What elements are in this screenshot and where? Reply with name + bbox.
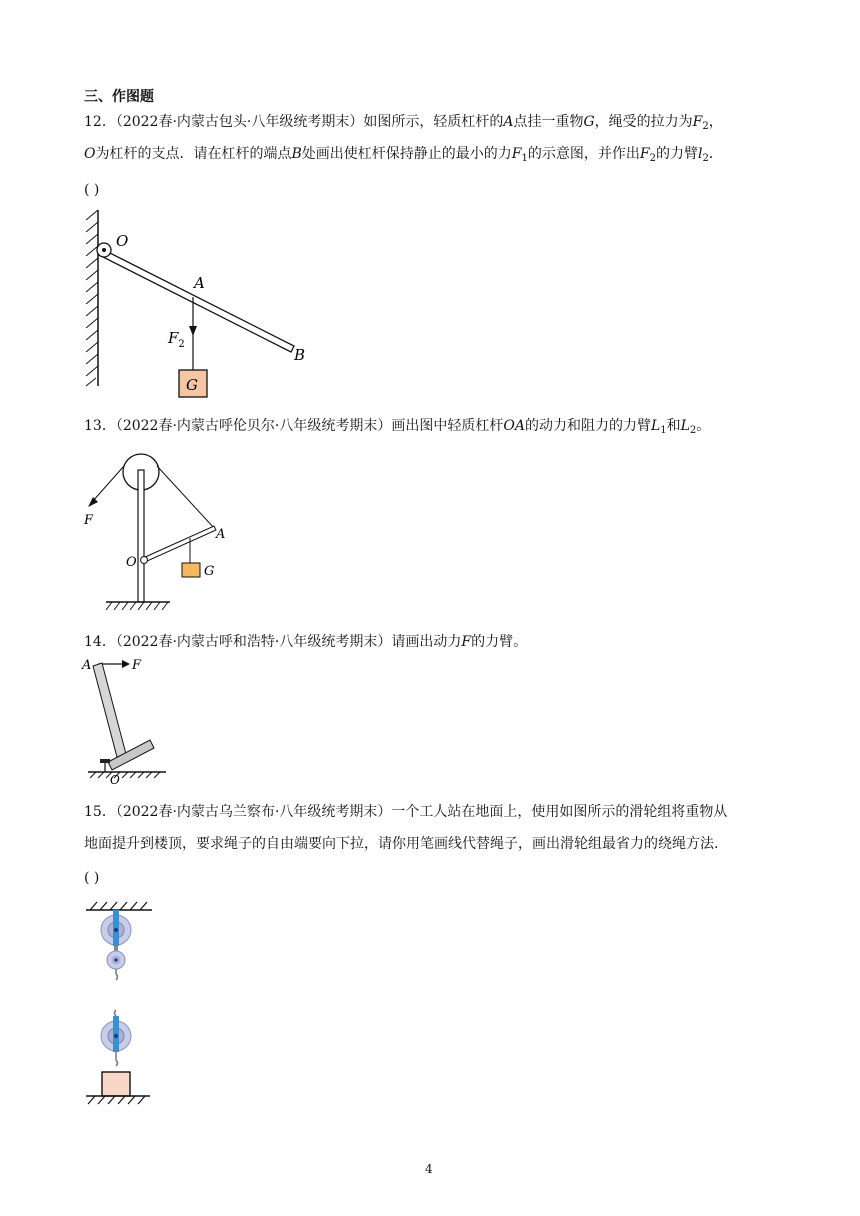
label-g: G [204, 564, 215, 579]
label-o: O [110, 773, 120, 787]
q12-var-f2: F [692, 114, 703, 130]
label-a: A [216, 527, 226, 542]
q13-text: 。 [696, 418, 711, 434]
ground-hatch [106, 602, 170, 610]
weight-g [182, 563, 200, 577]
q13-sub: 2 [689, 425, 697, 436]
label-o: O [126, 555, 137, 570]
ground-hatch [88, 772, 166, 778]
q15-line2: 地面提升到楼顶，要求绳子的自由端要向下拉，请你用笔画线代替绳子，画出滑轮组最省力的绕绳方法. [84, 836, 719, 852]
q13-text: 和 [666, 418, 681, 434]
q12-number: 12． [84, 114, 116, 130]
q14-text: 的力臂。 [471, 634, 528, 650]
q12-var-f1: F [511, 146, 522, 162]
lower-pulley [101, 1010, 131, 1066]
label-a: A [194, 274, 205, 292]
ceiling-hatch [86, 902, 152, 910]
q14-source: （2022春·内蒙古呼和浩特·八年级统考期末） [115, 634, 392, 650]
q15-source: （2022春·内蒙古乌兰察布·八年级统考期末） [115, 804, 392, 820]
q12-var-f2: F [639, 146, 650, 162]
post [138, 470, 144, 602]
q12-var-b: B [291, 146, 302, 162]
q12-answer-blank: ( ) [84, 182, 100, 198]
q12-var-l2: l [697, 146, 703, 162]
q12-sub: 2 [702, 153, 709, 164]
label-f: F [84, 513, 94, 528]
q12-text: 点挂一重物 [513, 114, 584, 130]
q12-text: 的示意图，并作出 [527, 146, 640, 162]
q12-text: ，绳受的拉力为 [594, 114, 693, 130]
q12-sub: 2 [702, 121, 709, 132]
q13-text: 画出图中轻质杠杆 [391, 418, 504, 434]
weight-box [102, 1072, 130, 1096]
q13-text: 的动力和阻力的力臂 [524, 418, 651, 434]
arrow-f2 [189, 326, 197, 336]
q12-text: 如图所示，轻质杠杆的 [363, 114, 504, 130]
q12-source: （2022春·内蒙古包头·八年级统考期末） [115, 114, 364, 130]
fixed-pulley [101, 910, 131, 946]
pivot-o [141, 557, 148, 564]
q13-var-l1: L [650, 418, 661, 434]
arrow-f [88, 497, 98, 507]
lever-bar [99, 249, 294, 352]
q12-var-o: O [84, 146, 96, 162]
q13-line1 [84, 416, 710, 436]
rope-left [92, 466, 124, 502]
q15-answer-blank: ( ) [84, 870, 100, 886]
ground-hatch [86, 1096, 150, 1104]
q15-text: 一个工人站在地面上，使用如图所示的滑轮组将重物从 [391, 804, 728, 820]
q14-figure [80, 654, 190, 787]
page-number: 4 [425, 1162, 433, 1176]
label-f: F [132, 658, 142, 673]
q15-line1 [84, 802, 727, 822]
q13-source: （2022春·内蒙古呼伦贝尔·八年级统考期末） [115, 418, 392, 434]
label-g: G [186, 376, 198, 394]
q15-number: 15． [84, 804, 116, 820]
arrow-f [122, 660, 130, 668]
q14-line1 [84, 632, 527, 652]
movable-pulley-small [107, 946, 125, 980]
rope-right [157, 466, 214, 528]
label-o: O [116, 232, 129, 250]
q14-number: 14． [84, 634, 116, 650]
q12-figure [80, 208, 320, 408]
q12-sub: 2 [649, 153, 656, 164]
q12-text: ． [708, 146, 723, 162]
q13-figure [80, 450, 240, 620]
q14-text: 请画出动力 [391, 634, 462, 650]
q12-var-g: G [583, 114, 595, 130]
q12-line1 [84, 112, 723, 132]
lever-oa [143, 526, 216, 562]
label-f2: $F_2$ [168, 329, 185, 350]
q12-text: 为杠杆的支点．请在杠杆的端点 [95, 146, 292, 162]
wall-hatch [86, 210, 98, 386]
q12-sub: 1 [521, 153, 528, 164]
hammer-handle [93, 663, 126, 757]
q12-text: 的力臂 [655, 146, 698, 162]
q15-figure [80, 898, 170, 1118]
label-a: A [82, 658, 92, 673]
q13-number: 13． [84, 418, 116, 434]
q14-var-f: F [461, 634, 472, 650]
label-b: B [294, 346, 306, 364]
q12-var-a: A [503, 114, 514, 130]
q12-line2 [84, 144, 723, 164]
q13-var-l2: L [680, 418, 690, 434]
q12-text: 处画出使杠杆保持静止的最小的力 [301, 146, 512, 162]
nail [100, 759, 110, 763]
q13-var-oa: OA [503, 418, 525, 434]
q12-text: ， [708, 114, 723, 130]
section-title: 三、作图题 [84, 89, 154, 105]
q13-sub: 1 [660, 425, 667, 436]
